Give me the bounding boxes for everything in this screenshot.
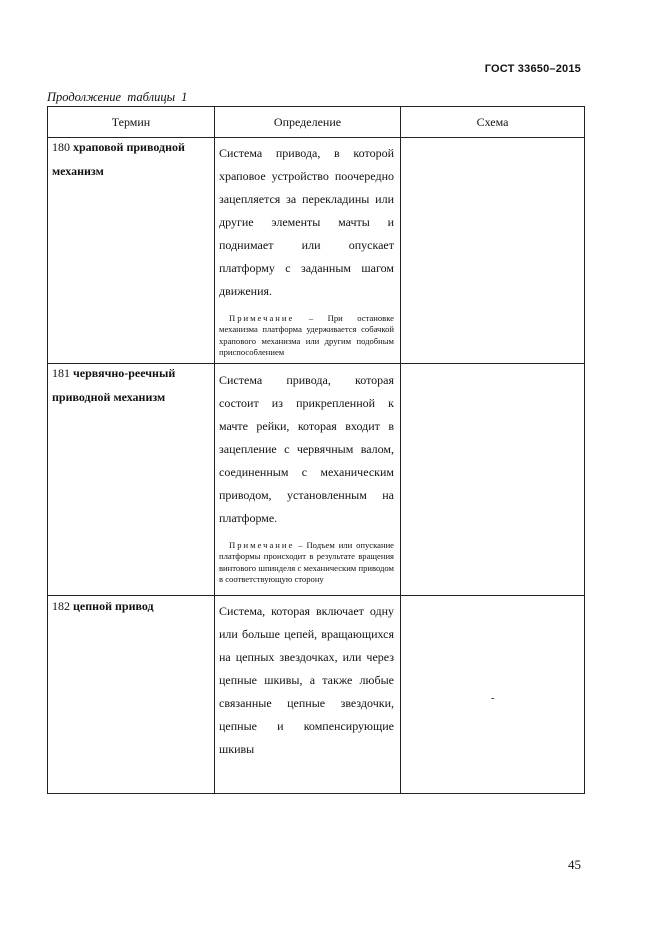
column-header-definition: Определение xyxy=(273,115,342,129)
definition-note xyxy=(219,313,394,358)
column-divider xyxy=(214,107,215,793)
note-text: – Подъем или опускание платформы происходит в результате вращения винтового шпинделя с механическим приводом в соответствующую сторону xyxy=(219,540,394,584)
term-number: 181 xyxy=(52,366,70,380)
definition-text: Система привода, которая состоит из прикрепленной к мачте рейки, которая входит в зацепление с червячным валом, соединенным с механическим приводом, установленным на платформе. xyxy=(219,373,394,525)
table-row-term xyxy=(52,594,212,618)
term-number: 180 xyxy=(52,140,70,154)
table-row-definition xyxy=(219,600,394,761)
note-text: – При остановке механизма платформа удерживается собачкой храпового механизма или другим подобным приспособлением xyxy=(219,313,394,357)
column-header-scheme: Схема xyxy=(476,115,509,129)
term-number: 182 xyxy=(52,599,70,613)
scheme-cell-mark: - xyxy=(491,693,495,704)
term-name: червячно-реечный приводной механизм xyxy=(52,366,176,404)
term-name: храповой приводной механизм xyxy=(52,140,185,178)
table-caption: Продолжение таблицы 1 xyxy=(47,90,188,104)
note-label: Примечание xyxy=(229,313,295,323)
terms-table xyxy=(47,106,585,794)
table-row-definition xyxy=(219,369,394,585)
standard-code: ГОСТ 33650–2015 xyxy=(484,63,581,75)
term-name: цепной привод xyxy=(73,599,154,613)
column-divider xyxy=(400,107,401,793)
table-row-term xyxy=(52,361,212,409)
definition-text: Система привода, в которой храповое устройство поочередно зацепляется за перекладины или другие элементы мачты и поднимает или опускает платформу с заданным шагом движения. xyxy=(219,146,394,298)
table-row-term xyxy=(52,135,212,183)
definition-note xyxy=(219,540,394,585)
column-header-term: Термин xyxy=(111,115,151,129)
table-row-definition xyxy=(219,142,394,358)
note-label: Примечание xyxy=(229,540,295,550)
definition-text: Система, которая включает одну или больше цепей, вращающихся на цепных звездочках, или через цепные шкивы, а также любые связанные цепные звездочки, цепные и компенсирующие шкивы xyxy=(219,604,394,756)
page-number: 45 xyxy=(568,857,581,872)
